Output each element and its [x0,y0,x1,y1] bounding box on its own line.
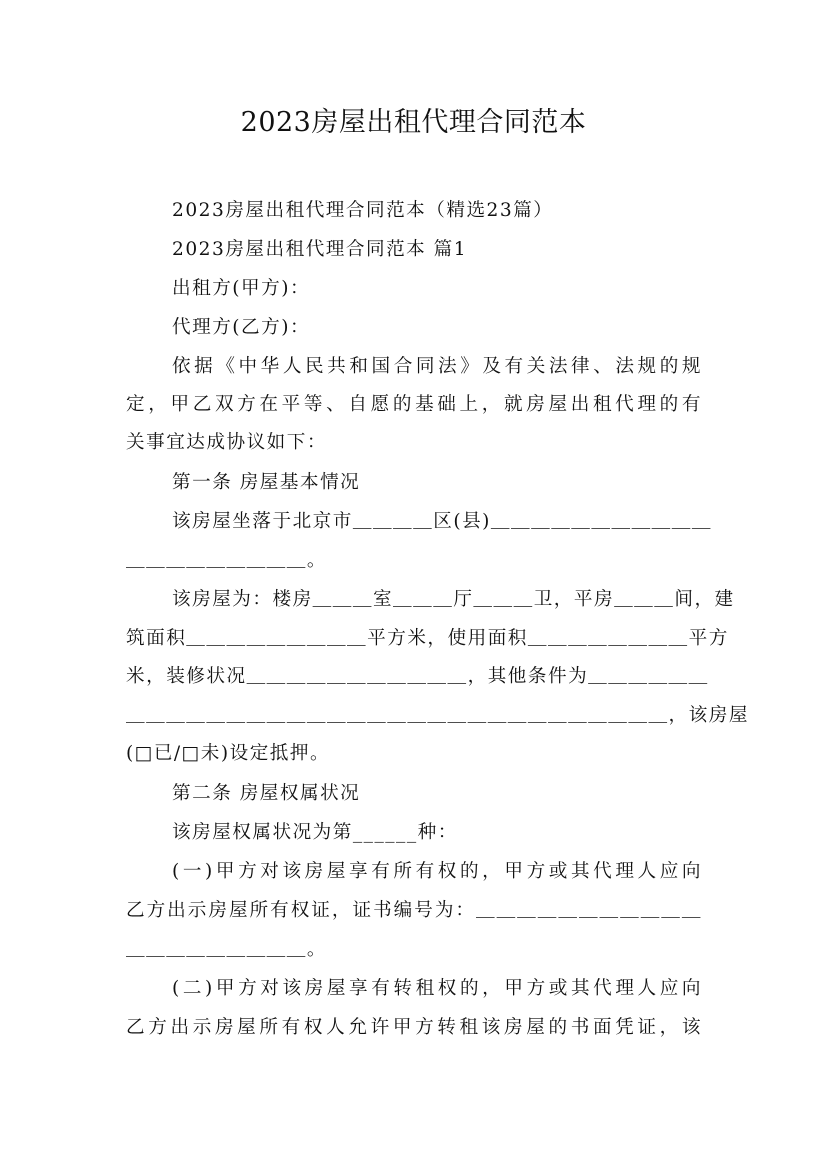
doc-line: 米，装修状况＿＿＿＿＿＿＿＿＿＿＿，其他条件为＿＿＿＿＿＿ [126,666,709,687]
doc-line: 该房屋为：楼房＿＿＿室＿＿＿厅＿＿＿卫，平房＿＿＿间，建 [172,589,735,610]
doc-line: 筑面积＿＿＿＿＿＿＿＿＿平方米，使用面积＿＿＿＿＿＿＿＿平方 [126,628,729,649]
doc-line: 代理方(乙方)： [172,317,311,338]
doc-line: (二)甲方对该房屋享有转租权的，甲方或其代理人应向 [172,978,702,999]
doc-line: 乙方出示房屋所有权人允许甲方转租该房屋的书面凭证，该 [126,1017,702,1038]
doc-line: ＿＿＿＿＿＿＿＿＿＿＿＿＿＿＿＿＿＿＿＿＿＿＿＿＿＿＿，该房屋 [126,705,749,726]
doc-line: 该房屋权属状况为第______种： [172,822,458,843]
doc-line: 出租方(甲方)： [172,278,311,299]
document-title: 2023房屋出租代理合同范本 [240,107,587,138]
doc-line: 乙方出示房屋所有权证，证书编号为：＿＿＿＿＿＿＿＿＿＿＿ [126,900,702,921]
doc-line: 定，甲乙双方在平等、自愿的基础上，就房屋出租代理的有 [126,394,702,415]
doc-line: 关事宜达成协议如下： [126,432,327,453]
doc-line: (一)甲方对该房屋享有所有权的，甲方或其代理人应向 [172,861,702,882]
doc-line: (□已/□未)设定抵押。 [126,743,331,764]
doc-line: 依据《中华人民共和国合同法》及有关法律、法规的规 [172,356,702,377]
doc-line: 该房屋坐落于北京市＿＿＿＿区(县)＿＿＿＿＿＿＿＿＿＿＿ [172,511,712,532]
doc-line: ＿＿＿＿＿＿＿＿＿。 [126,939,327,960]
doc-line: 第二条 房屋权属状况 [172,783,361,804]
doc-line: 2023房屋出租代理合同范本 篇1 [172,239,468,260]
doc-line: 2023房屋出租代理合同范本（精选23篇） [172,200,554,221]
doc-line: ＿＿＿＿＿＿＿＿＿。 [126,550,327,571]
doc-line: 第一条 房屋基本情况 [172,472,361,493]
